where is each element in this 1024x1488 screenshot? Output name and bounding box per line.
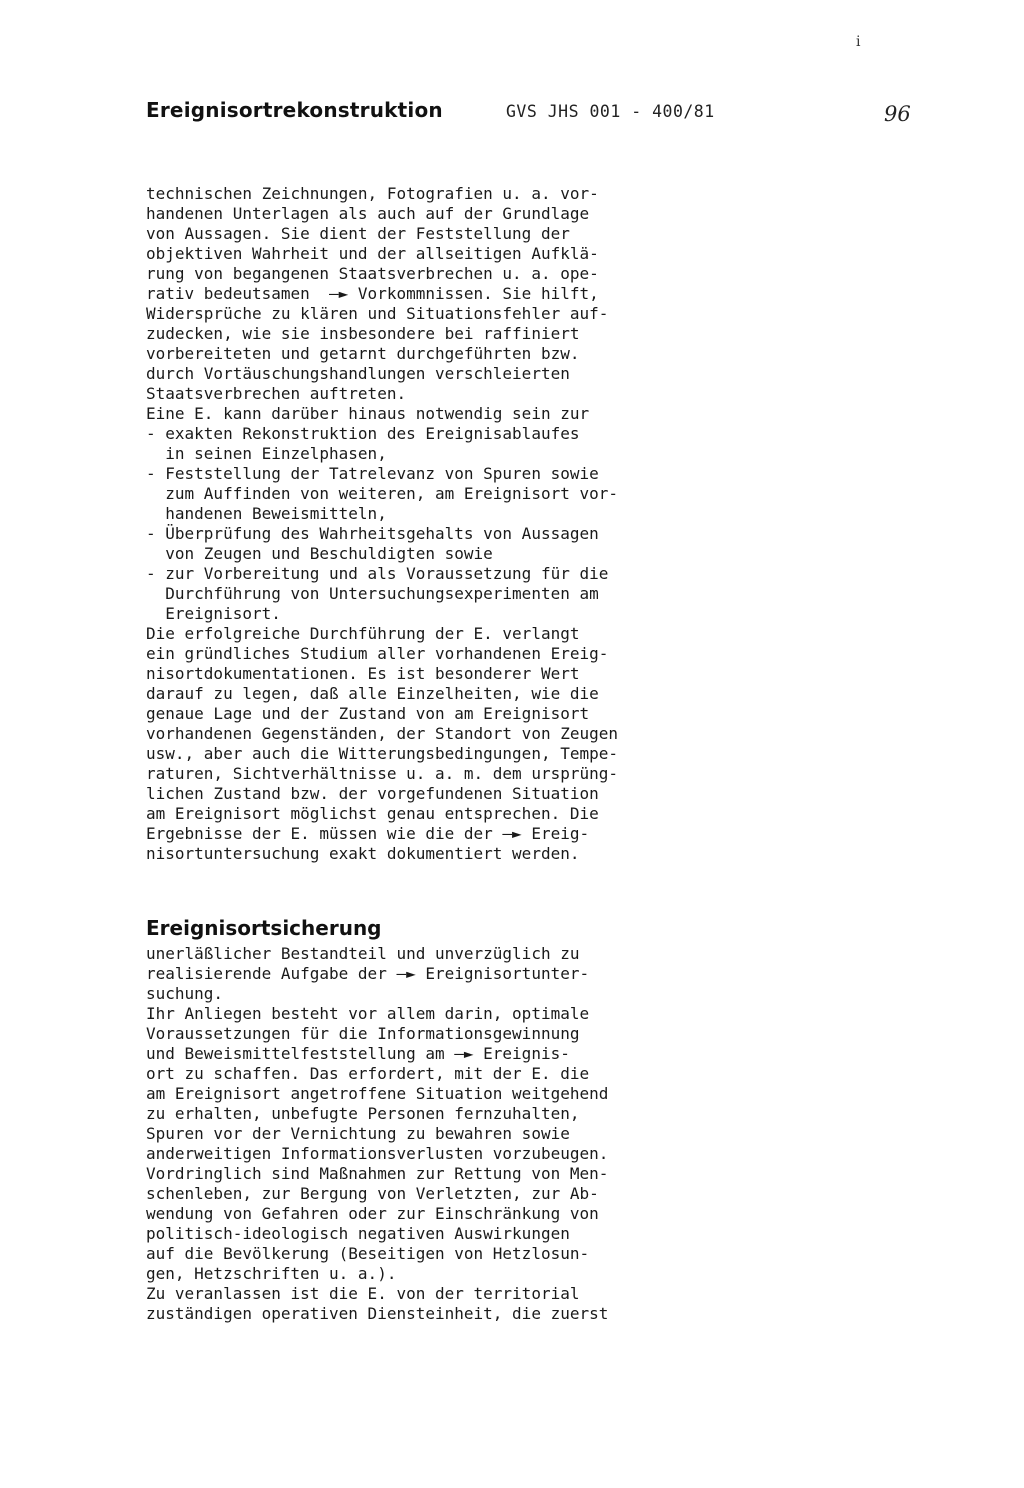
text-line: Eine E. kann darüber hinaus notwendig sein zur bbox=[146, 404, 590, 423]
text-line: Widersprüche zu klären und Situationsfehler auf- bbox=[146, 304, 609, 323]
text-line: - Überprüfung des Wahrheitsgehalts von Aussagen bbox=[146, 524, 599, 543]
text-line: handenen Unterlagen als auch auf der Grundlage bbox=[146, 204, 590, 223]
text-line: rung von begangenen Staatsverbrechen u. a. ope- bbox=[146, 264, 599, 283]
entry-ereignisortrekonstruktion-text bbox=[146, 184, 766, 864]
text-line: - exakten Rekonstruktion des Ereignisablaufes bbox=[146, 424, 580, 443]
text-line: auf die Bevölkerung (Beseitigen von Hetzlosun- bbox=[146, 1244, 590, 1263]
text-line: Ergebnisse der E. müssen wie die der —► Ereig- bbox=[146, 824, 590, 843]
text-line: am Ereignisort möglichst genau entsprechen. Die bbox=[146, 804, 599, 823]
text-line: wendung von Gefahren oder zur Einschränkung von bbox=[146, 1204, 599, 1223]
text-line: zuständigen operativen Diensteinheit, die zuerst bbox=[146, 1304, 609, 1323]
entry-heading-ereignisortsicherung: Ereignisortsicherung bbox=[146, 916, 382, 940]
text-line: raturen, Sichtverhältnisse u. a. m. dem ursprüng- bbox=[146, 764, 619, 783]
text-line: durch Vortäuschungshandlungen verschleierten bbox=[146, 364, 570, 383]
text-line: vorhandenen Gegenständen, der Standort von Zeugen bbox=[146, 724, 619, 743]
text-line: genaue Lage und der Zustand von am Ereignisort bbox=[146, 704, 590, 723]
text-line: Ihr Anliegen besteht vor allem darin, optimale bbox=[146, 1004, 590, 1023]
text-line: ein gründliches Studium aller vorhandenen Ereig- bbox=[146, 644, 609, 663]
text-line: zudecken, wie sie insbesondere bei raffiniert bbox=[146, 324, 580, 343]
text-line: von Aussagen. Sie dient der Feststellung der bbox=[146, 224, 570, 243]
text-line: lichen Zustand bzw. der vorgefundenen Situation bbox=[146, 784, 599, 803]
text-line: zum Auffinden von weiteren, am Ereignisort vor- bbox=[146, 484, 619, 503]
text-line: handenen Beweismitteln, bbox=[146, 504, 387, 523]
page-number: 96 bbox=[884, 102, 911, 126]
text-line: zu erhalten, unbefugte Personen fernzuhalten, bbox=[146, 1104, 580, 1123]
scan-speck: ı̇ bbox=[856, 34, 861, 50]
text-line: politisch-ideologisch negativen Auswirkungen bbox=[146, 1224, 570, 1243]
text-line: von Zeugen und Beschuldigten sowie bbox=[146, 544, 493, 563]
document-reference: GVS JHS 001 - 400/81 bbox=[506, 102, 715, 121]
text-line: technischen Zeichnungen, Fotografien u. a. vor- bbox=[146, 184, 599, 203]
text-line: ort zu schaffen. Das erfordert, mit der E. die bbox=[146, 1064, 590, 1083]
text-line: Vordringlich sind Maßnahmen zur Rettung von Men- bbox=[146, 1164, 609, 1183]
text-line: Durchführung von Untersuchungsexperimenten am bbox=[146, 584, 599, 603]
text-line: anderweitigen Informationsverlusten vorzubeugen. bbox=[146, 1144, 609, 1163]
text-line: Voraussetzungen für die Informationsgewinnung bbox=[146, 1024, 580, 1043]
text-line: - Feststellung der Tatrelevanz von Spuren sowie bbox=[146, 464, 599, 483]
text-line: nisortdokumentationen. Es ist besonderer Wert bbox=[146, 664, 580, 683]
entry-ereignisortsicherung-text bbox=[146, 944, 766, 1324]
text-line: usw., aber auch die Witterungsbedingungen, Tempe- bbox=[146, 744, 619, 763]
text-line: Spuren vor der Vernichtung zu bewahren sowie bbox=[146, 1124, 570, 1143]
text-line: Staatsverbrechen auftreten. bbox=[146, 384, 407, 403]
text-line: in seinen Einzelphasen, bbox=[146, 444, 387, 463]
text-line: am Ereignisort angetroffene Situation weitgehend bbox=[146, 1084, 609, 1103]
text-line: suchung. bbox=[146, 984, 224, 1003]
text-line: rativ bedeutsamen —► Vorkommnissen. Sie hilft, bbox=[146, 284, 599, 303]
text-line: nisortuntersuchung exakt dokumentiert werden. bbox=[146, 844, 580, 863]
header-title: Ereignisortrekonstruktion bbox=[146, 98, 443, 122]
text-line: gen, Hetzschriften u. a.). bbox=[146, 1264, 397, 1283]
text-line: schenleben, zur Bergung von Verletzten, zur Ab- bbox=[146, 1184, 599, 1203]
text-line: darauf zu legen, daß alle Einzelheiten, wie die bbox=[146, 684, 599, 703]
text-line: vorbereiteten und getarnt durchgeführten bzw. bbox=[146, 344, 580, 363]
text-line: objektiven Wahrheit und der allseitigen Aufklä- bbox=[146, 244, 599, 263]
text-line: Ereignisort. bbox=[146, 604, 281, 623]
text-line: unerläßlicher Bestandteil und unverzüglich zu bbox=[146, 944, 580, 963]
text-line: - zur Vorbereitung und als Voraussetzung für die bbox=[146, 564, 609, 583]
text-line: Die erfolgreiche Durchführung der E. verlangt bbox=[146, 624, 580, 643]
page-header bbox=[146, 98, 926, 132]
text-line: realisierende Aufgabe der —► Ereignisortunter- bbox=[146, 964, 590, 983]
text-line: und Beweismittelfeststellung am —► Ereignis- bbox=[146, 1044, 570, 1063]
text-line: Zu veranlassen ist die E. von der territorial bbox=[146, 1284, 580, 1303]
